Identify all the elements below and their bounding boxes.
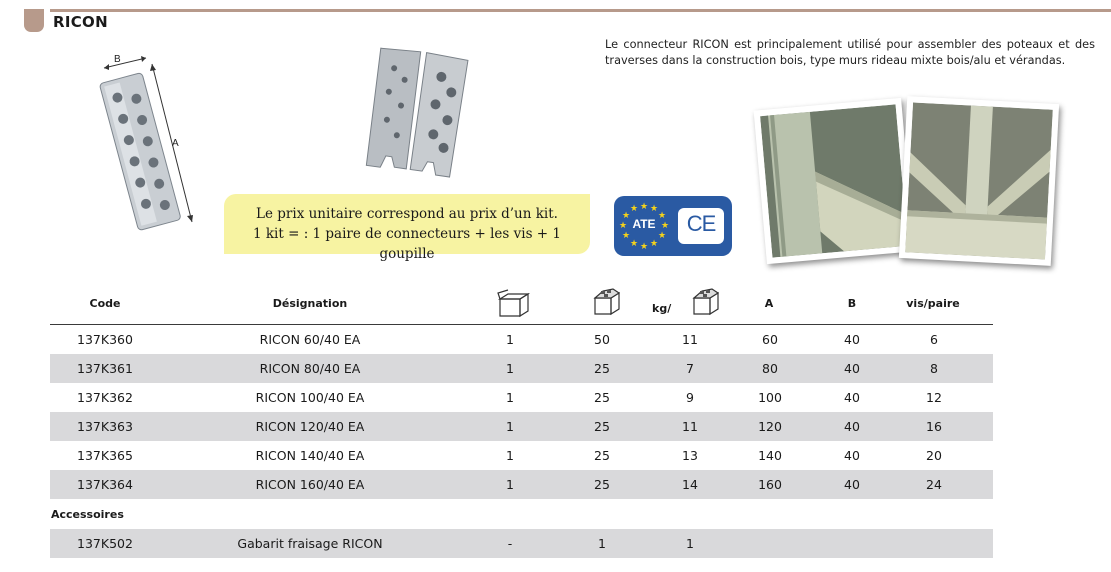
cell-box: 1 [506,419,514,434]
header-tab-marker [24,9,44,32]
cell-vis: 12 [926,390,942,405]
cell-code: 137K360 [77,332,133,347]
pricing-note-line-1: Le prix unitaire correspond au prix d’un kit. [256,206,558,222]
cell-designation: RICON 140/40 EA [255,448,365,463]
header-rule [50,9,1111,12]
cell-code: 137K365 [77,448,133,463]
svg-text:★: ★ [640,242,649,252]
photo-assembly-1 [754,98,915,264]
svg-text:★: ★ [658,211,667,221]
cell-kg: 14 [682,477,698,492]
svg-text:★: ★ [619,221,628,231]
table-row [50,354,993,383]
cell-carton: 25 [594,419,610,434]
cell-box: 1 [506,332,514,347]
svg-text:★: ★ [640,202,649,212]
pricing-note [224,194,590,262]
certification-badge [614,196,732,256]
cell-code: 137K362 [77,390,133,405]
cell-designation: RICON 80/40 EA [259,361,361,376]
box-icon [497,289,531,319]
cell-code: 137K361 [77,361,133,376]
accessories-heading: Accessoires [51,508,124,521]
cell-vis: 24 [926,477,942,492]
cell-box: 1 [506,448,514,463]
cell-carton: 50 [594,332,610,347]
table-row [50,412,993,441]
pricing-note-line-2: 1 kit = : 1 paire de connecteurs + les vis + 1 goupille [253,226,561,262]
cell-b: 40 [844,477,860,492]
svg-text:★: ★ [622,231,631,241]
table-row [50,325,993,354]
cell-carton: 1 [598,536,606,551]
cell-designation: Gabarit fraisage RICON [237,536,383,551]
cell-vis: 6 [930,332,938,347]
cell-carton: 25 [594,448,610,463]
cell-vis: 8 [930,361,938,376]
cell-kg: 13 [682,448,698,463]
carton-weight-icon [690,286,722,318]
svg-text:★: ★ [622,211,631,221]
page-title: RICON [53,13,108,31]
connector-drawing [96,50,204,236]
table-row [50,383,993,412]
col-header-a: A [764,297,774,310]
table-row [50,529,993,558]
cell-b: 40 [844,332,860,347]
photo-assembly-2 [899,96,1059,266]
col-header-code: Code [89,297,121,310]
cell-designation: RICON 100/40 EA [255,390,365,405]
cell-a: 160 [758,477,782,492]
cell-vis: 16 [926,419,942,434]
cell-designation: RICON 160/40 EA [255,477,365,492]
cell-a: 80 [762,361,778,376]
cell-carton: 25 [594,477,610,492]
table-row [50,441,993,470]
cell-b: 40 [844,390,860,405]
cell-carton: 25 [594,390,610,405]
table-row [50,470,993,499]
cell-code: 137K363 [77,419,133,434]
cell-kg: 9 [686,390,694,405]
dim-b-label: B [114,54,121,65]
cell-a: 60 [762,332,778,347]
cell-a: 140 [758,448,782,463]
connector-pair-image [358,44,480,184]
cell-code: 137K364 [77,477,133,492]
cell-designation: RICON 120/40 EA [255,419,365,434]
col-header-vis: vis/paire [906,297,960,310]
col-header-designation: Désignation [272,297,348,310]
cell-box: 1 [506,361,514,376]
cell-code: 137K502 [77,536,133,551]
cell-vis: 20 [926,448,942,463]
cell-b: 40 [844,419,860,434]
cell-kg: 11 [682,332,698,347]
cell-b: 40 [844,448,860,463]
svg-text:★: ★ [650,239,659,249]
svg-text:★: ★ [658,231,667,241]
col-header-b: B [847,297,857,310]
cell-box: - [507,536,513,551]
cell-b: 40 [844,361,860,376]
cell-box: 1 [506,477,514,492]
cell-a: 120 [758,419,782,434]
cell-designation: RICON 60/40 EA [259,332,361,347]
ate-label: ATE [632,217,656,231]
svg-text:★: ★ [630,204,639,214]
product-description: Le connecteur RICON est principalement utilisé pour assembler des poteaux et des traverses dans la construction bois, type murs rideau mixte bois/alu et vérandas. [605,38,1095,67]
cell-kg: 1 [686,536,694,551]
svg-text:★: ★ [650,204,659,214]
cell-kg: 11 [682,419,698,434]
cell-box: 1 [506,390,514,405]
svg-text:★: ★ [661,221,670,231]
cell-kg: 7 [686,361,694,376]
cell-a: 100 [758,390,782,405]
dim-a-label: A [172,138,179,149]
svg-text:★: ★ [630,239,639,249]
carton-icon [591,286,623,318]
cell-carton: 25 [594,361,610,376]
ce-mark: CE [686,211,716,236]
col-header-kg: kg/ [652,302,672,315]
